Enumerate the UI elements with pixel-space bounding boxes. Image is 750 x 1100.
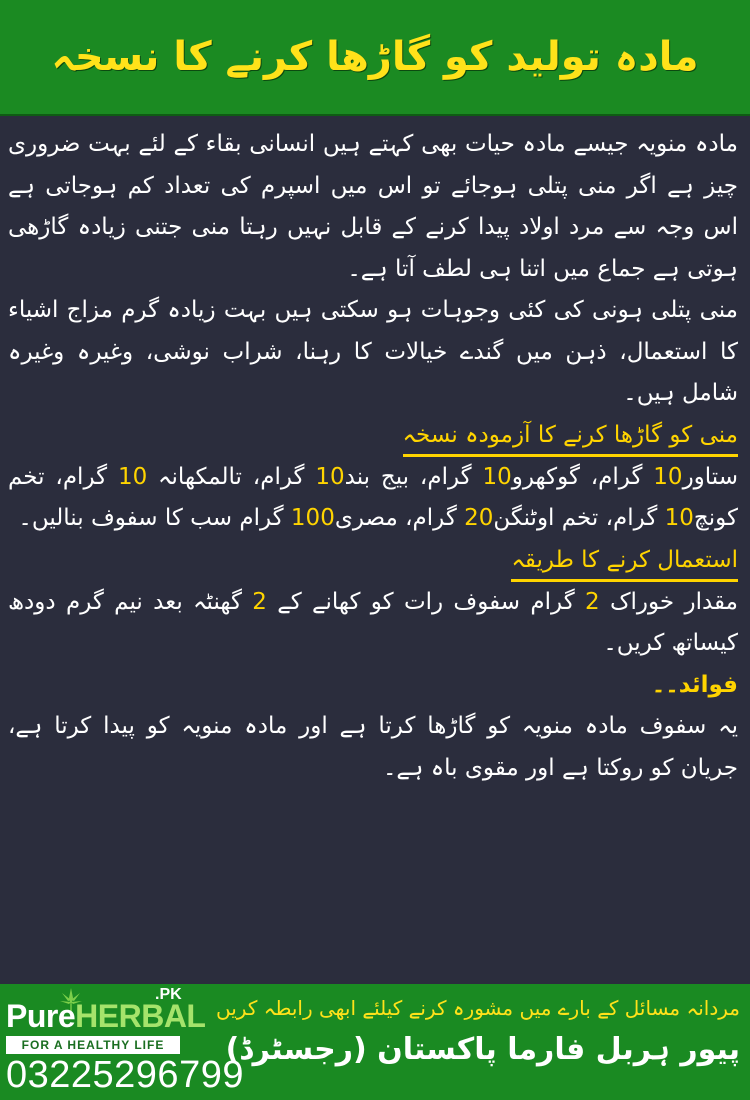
contact-line: مردانہ مسائل کے بارے میں مشورہ کرنے کیلئے ابھی رابطہ کریں xyxy=(216,996,740,1020)
phone-number[interactable]: 03225296799 xyxy=(6,1054,244,1096)
usage-heading xyxy=(8,540,738,582)
ingredient-text: گرام، گوکھرو xyxy=(511,463,654,490)
usage-qty: 2 xyxy=(584,588,600,615)
usage-text: مقدار خوراک xyxy=(599,588,738,615)
ingredient-qty: 10 xyxy=(117,463,148,490)
brand-pure: Pure xyxy=(6,998,76,1034)
ingredient-text: گرام، تالمکھانہ xyxy=(147,463,316,490)
company-name: پیور ہربل فارما پاکستان (رجسٹرڈ) xyxy=(225,1032,740,1067)
benefits-heading: فوائد۔۔ xyxy=(651,671,738,698)
ingredient-text: گرام، تخم اوٹنگن xyxy=(493,505,665,531)
usage-heading-text: استعمال کرنے کا طریقہ xyxy=(511,543,738,582)
intro-paragraph-1: مادہ منویہ جیسے مادہ حیات بھی کہتے ہیں انسانی بقاء کے لئے بہت ضروری چیز ہے اگر منی پتلی ہوجائے تو اس میں اسپرم کی تعداد کم ہوجاتی ہے اس وجہ سے مرد اولاد پیدا کرنے کے قابل نہیں رہتا منی جتنی زیادہ گاڑھی ہوتی ہے جماع میں اتنا ہی لطف آتا ہے۔ xyxy=(8,131,738,282)
brand-tagline: FOR A HEALTHY LIFE xyxy=(6,1036,180,1054)
ingredient-qty: 10 xyxy=(315,463,345,490)
usage-text: گرام سفوف رات کو کھانے کے xyxy=(266,588,585,615)
brand-herbal: HERBAL xyxy=(75,998,206,1034)
benefits-text: یہ سفوف مادہ منویہ کو گاڑھا کرتا ہے اور مادہ منویہ کو پیدا کرتا ہے، جریان کو روکتا ہے اور مقوی باہ ہے۔ xyxy=(8,713,738,781)
ingredient-text: گرام، بیج بند xyxy=(344,463,483,490)
recipe-ingredients xyxy=(8,457,738,540)
ingredient-qty: 20 xyxy=(464,505,494,531)
usage-text: گھنٹہ بعد نیم گرم دودھ کیساتھ کریں۔ xyxy=(8,588,738,656)
ingredient-text: گرام سب کا سفوف بنالیں۔ xyxy=(18,505,291,531)
ingredient-qty: 10 xyxy=(482,463,512,490)
recipe-heading-text: منی کو گاڑھا کرنے کا آزمودہ نسخہ xyxy=(403,418,738,457)
ingredient-text: گرام، تخم کونچ xyxy=(8,463,738,531)
usage-instructions xyxy=(8,582,738,665)
ingredient-text: ستاور xyxy=(682,463,738,490)
ingredient-qty: 10 xyxy=(653,463,683,490)
usage-qty: 2 xyxy=(252,588,267,615)
article-body xyxy=(8,124,738,980)
brand-pk: .PK xyxy=(155,986,182,1003)
page-header xyxy=(0,0,750,116)
ingredient-qty: 100 xyxy=(290,505,335,531)
ingredient-qty: 10 xyxy=(664,505,694,531)
footer-banner xyxy=(0,984,750,1100)
page-title: مادہ تولید کو گاڑھا کرنے کا نسخہ xyxy=(51,34,699,80)
recipe-heading xyxy=(8,415,738,457)
intro-paragraph-2: منی پتلی ہونی کی کئی وجوہات ہو سکتی ہیں بہت زیادہ گرم مزاج اشیاء کا استعمال، ذہن میں گندے خیالات کا رہنا، شراب نوشی، وغیرہ وغیرہ شامل ہیں۔ xyxy=(8,297,738,406)
brand-name xyxy=(6,998,205,1035)
ingredient-text: گرام، مصری xyxy=(334,505,465,531)
